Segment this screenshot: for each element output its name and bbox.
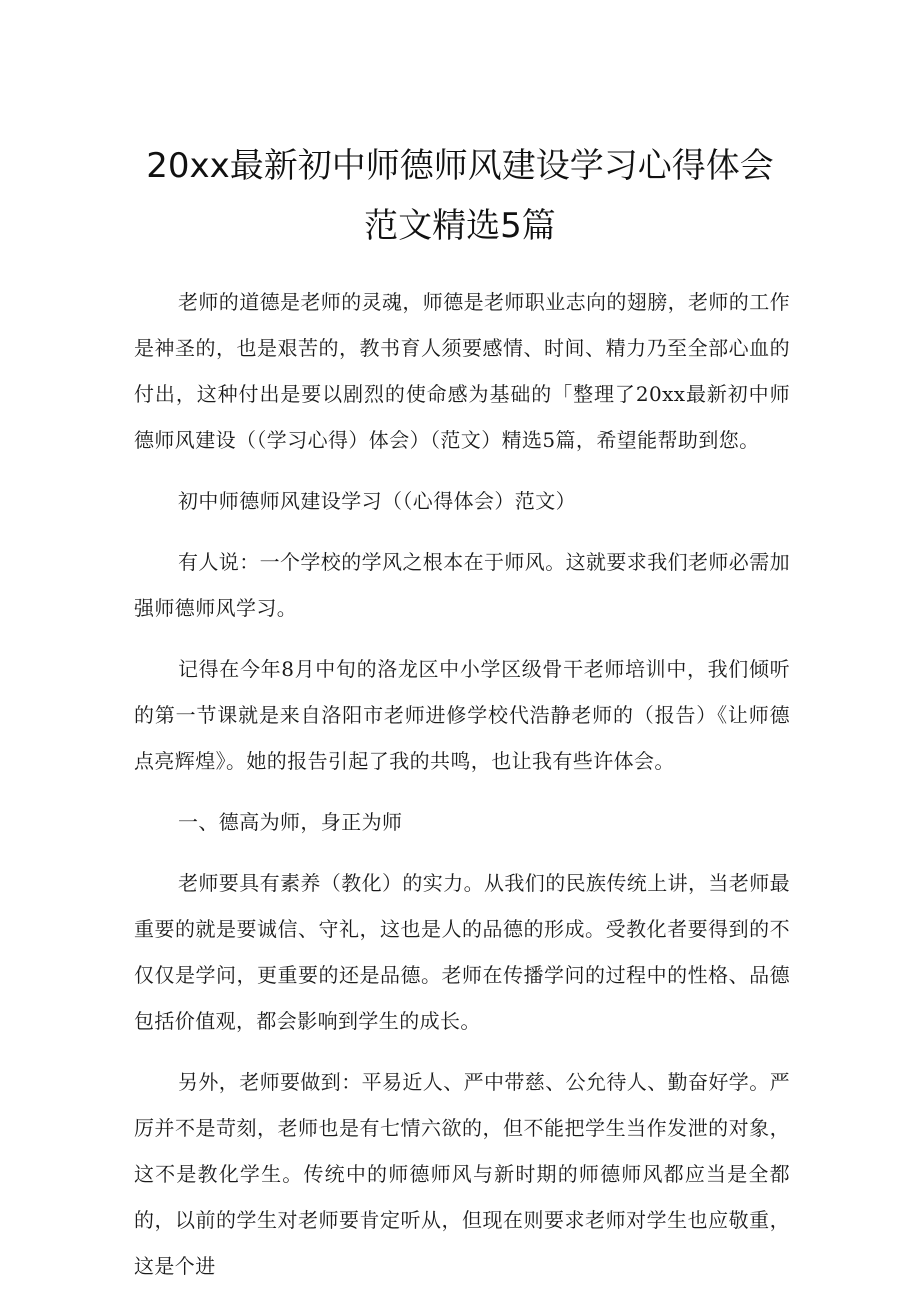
document-body <box>134 279 790 1304</box>
body-paragraph: 记得在今年8月中旬的洛龙区中小学区级骨干老师培训中，我们倾听的第一节课就是来自洛阳市老师进修学校代浩静老师的（报告）《让师德点亮辉煌》。她的报告引起了我的共鸣，也让我有些许体会。 <box>134 657 790 773</box>
intro-paragraph: 老师的道德是老师的灵魂，师德是老师职业志向的翅膀，老师的工作是神圣的，也是艰苦的，教书育人须要感情、时间、精力乃至全部心血的付出，这种付出是要以剧烈的使命感为基础的「整理了20xx最新初中师德师风建设（（学习心得）体会）（范文）精选5篇，希望能帮助到您。 <box>134 290 790 452</box>
body-paragraph: 老师要具有素养（教化）的实力。从我们的民族传统上讲，当老师最重要的就是要诚信、守礼，这也是人的品德的形成。受教化者要得到的不仅仅是学问，更重要的还是品德。老师在传播学问的过程中的性格、品德包括价值观，都会影响到学生的成长。 <box>134 871 790 1033</box>
section-heading: 初中师德师风建设学习（（心得体会）范文） <box>178 489 576 513</box>
body-paragraph: 另外，老师要做到：平易近人、严中带慈、公允待人、勤奋好学。严厉并不是苛刻，老师也是有七情六欲的，但不能把学生当作发泄的对象，这不是教化学生。传统中的师德师风与新时期的师德师风都应当是全都的，以前的学生对老师要肯定听从，但现在则要求老师对学生也应敬重，这是个进 <box>134 1070 790 1278</box>
body-paragraph: 有人说：一个学校的学风之根本在于师风。这就要求我们老师必需加强师德师风学习。 <box>134 550 790 620</box>
document-title-line-1: 20xx最新初中师德师风建设学习心得体会 <box>146 146 774 186</box>
subsection-heading: 一、德高为师，身正为师 <box>178 810 403 834</box>
document-title-line-2: 范文精选5篇 <box>364 206 556 246</box>
